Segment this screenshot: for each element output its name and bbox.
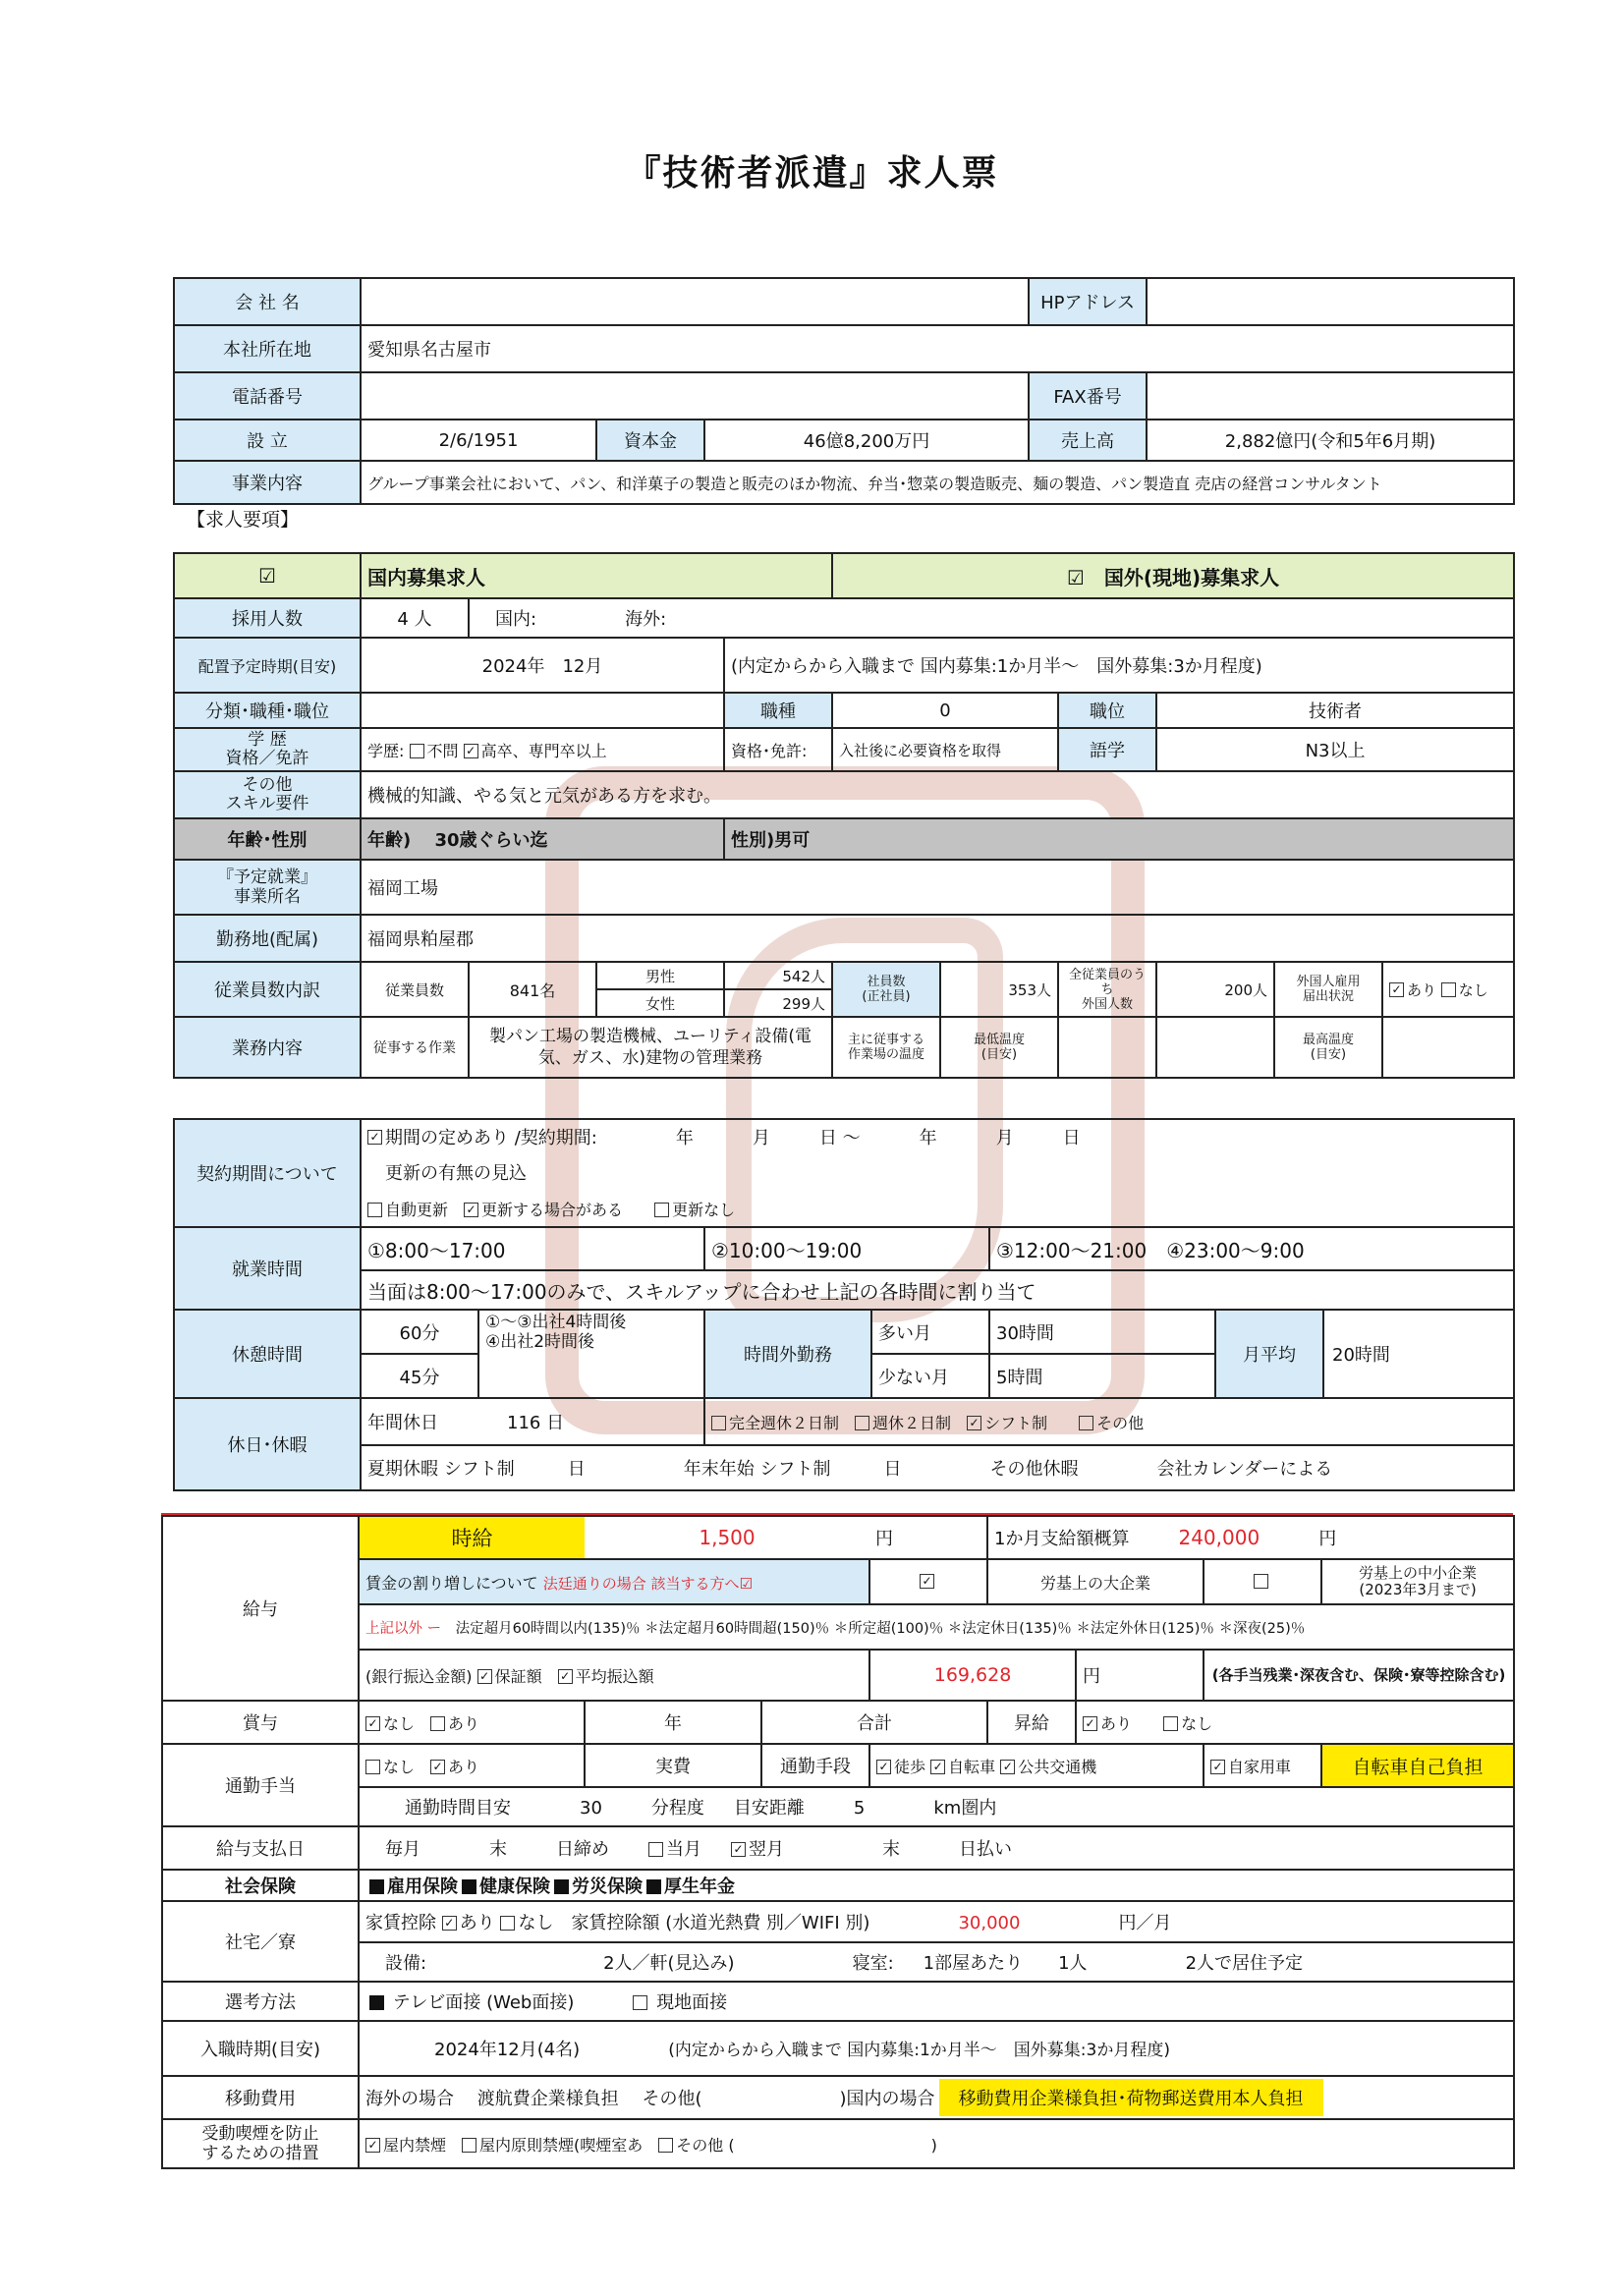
ins2-mark xyxy=(462,1879,476,1894)
tv-label: テレビ面接 (Web面接) xyxy=(392,1992,575,2013)
avg-checkbox[interactable]: ✓ xyxy=(558,1669,573,1684)
car-option xyxy=(1204,1744,1321,1787)
means-label: 通勤手段 xyxy=(761,1744,869,1787)
commute-options xyxy=(359,1744,585,1787)
payday-paid: 日払い xyxy=(959,1839,1012,1860)
bonus-options xyxy=(359,1701,585,1744)
dorm-no-checkbox[interactable] xyxy=(500,1916,515,1931)
ins1: 雇用保険 xyxy=(387,1876,458,1897)
temp-max-value xyxy=(1382,1017,1514,1078)
move-label: 移動費用 xyxy=(162,2076,359,2119)
contract-y2: 年 xyxy=(919,1127,937,1148)
overseas-header-label: 国外(現地)募集求人 xyxy=(1103,565,1280,589)
raise-yes-checkbox[interactable]: ✓ xyxy=(1083,1716,1097,1731)
regular-value: 353人 xyxy=(940,962,1058,1017)
car-label: 自家用車 xyxy=(1228,1757,1292,1776)
raise-no-label: なし xyxy=(1181,1713,1213,1733)
bonus-total: 合計 xyxy=(761,1701,987,1744)
annual-value: 116 日 xyxy=(507,1413,565,1433)
hourly-label: 時給 xyxy=(359,1516,585,1559)
shift-1: ①8:00～17:00 xyxy=(361,1227,704,1270)
smoke-rule-label: 屋内原則禁煙(喫煙室あ xyxy=(479,2135,644,2155)
job-value: 0 xyxy=(832,693,1058,728)
full2-label: 完全週休２日制 xyxy=(729,1413,840,1432)
company-name-label: 会 社 名 xyxy=(174,278,361,325)
start-date: 2024年12月(4名) xyxy=(434,2040,581,2060)
skill-value: 機械的知識、やる気と元気がある方を求む。 xyxy=(361,771,1514,818)
domestic-header: 国内募集求人 xyxy=(361,553,832,598)
bonus-year: 年 xyxy=(585,1701,761,1744)
skill-label: その他 スキル要件 xyxy=(174,771,361,818)
means-options xyxy=(869,1744,1204,1787)
commute-actual: 実費 xyxy=(585,1744,761,1787)
hours-note: 当面は8:00～17:00のみで、スキルアップに合わせ上記の各時間に割り当て xyxy=(361,1270,1514,1310)
site-value: 福岡工場 xyxy=(361,860,1514,915)
premium-row xyxy=(359,1559,869,1604)
dorm-deduction xyxy=(359,1901,1514,1942)
big-company-checkbox[interactable]: ✓ xyxy=(920,1574,934,1589)
insurance-label: 社会保険 xyxy=(162,1870,359,1901)
ot-max-value: 30時間 xyxy=(989,1310,1215,1354)
ot-min-label: 少ない月 xyxy=(871,1354,989,1398)
payday-close: 日締め xyxy=(556,1839,609,1860)
bike-label: 自転車 xyxy=(948,1757,996,1776)
bonus-yes-label: あり xyxy=(448,1713,480,1733)
founded-label: 設 立 xyxy=(174,420,361,461)
public-checkbox[interactable]: ✓ xyxy=(1000,1760,1015,1774)
premium-rates xyxy=(359,1604,1514,1650)
eq-value: 2人／軒(見込み) xyxy=(603,1953,735,1974)
time-label: 通勤時間目安 xyxy=(405,1798,511,1819)
count-overseas: 海外: xyxy=(625,609,667,630)
language-label: 語学 xyxy=(1058,728,1156,771)
language-value: N3以上 xyxy=(1156,728,1514,771)
business-value: グループ事業会社において、パン、和洋菓子の製造と販売のほか物流、弁当･惣菜の製造販売、麺の製造、パン製造直 売店の経営コンサルタント xyxy=(361,461,1514,504)
smoke-other-checkbox[interactable] xyxy=(658,2138,673,2153)
move-value xyxy=(359,2076,1514,2119)
big-company-label: 労基上の大企業 xyxy=(987,1559,1204,1604)
ins3: 労災保険 xyxy=(572,1876,643,1897)
smoke-rule-checkbox[interactable] xyxy=(462,2138,476,2153)
summer-value: シフト制 日 xyxy=(443,1459,586,1480)
foreign-label: 全従業員のうち 外国人数 xyxy=(1058,962,1156,1017)
contract-m2: 月 xyxy=(995,1127,1014,1148)
guar-checkbox[interactable]: ✓ xyxy=(477,1669,492,1684)
other-checkbox[interactable] xyxy=(1079,1416,1093,1430)
smoke-other-label: その他 ( xyxy=(676,2135,735,2155)
edu-any-checkbox[interactable] xyxy=(410,744,424,758)
eq-label: 設備: xyxy=(385,1953,427,1974)
contract-d: 日 ～ xyxy=(818,1127,861,1148)
payday-next-label: 翌月 xyxy=(749,1839,784,1860)
female-value: 299人 xyxy=(724,989,832,1017)
regular-label: 社員数 (正社員) xyxy=(832,962,940,1017)
founded-value: 2/6/1951 xyxy=(361,420,596,461)
monthly-label: 1か月支給額概算 xyxy=(994,1529,1130,1549)
renew-label: 更新の有無の見込 xyxy=(361,1152,1514,1192)
smoke-in-label: 屋内禁煙 xyxy=(383,2135,447,2155)
male-value: 542人 xyxy=(724,962,832,989)
employee-total-value: 841名 xyxy=(469,962,596,1017)
work-table xyxy=(173,1118,1515,1491)
payday-label: 給与支払日 xyxy=(162,1826,359,1870)
raise-no-checkbox[interactable] xyxy=(1163,1716,1178,1731)
commute-none-label: なし xyxy=(383,1757,416,1776)
dist-value: 5 xyxy=(853,1798,866,1819)
male-label: 男性 xyxy=(596,962,724,989)
avg-label: 平均振込額 xyxy=(575,1666,654,1686)
hourly-unit: 円 xyxy=(869,1516,987,1559)
bonus-none-label: なし xyxy=(383,1713,416,1733)
w2-checkbox[interactable] xyxy=(855,1416,869,1430)
room-note: 2人で居住予定 xyxy=(1185,1953,1304,1974)
temp-gap xyxy=(1156,1017,1274,1078)
contract-m: 月 xyxy=(752,1127,770,1148)
temp-min-label: 最低温度 (目安) xyxy=(940,1017,1058,1078)
shift-4: ④23:00～9:00 xyxy=(1166,1238,1305,1262)
site-label: 現地面接 xyxy=(656,1992,728,2013)
hourly-value: 1,500 xyxy=(585,1516,869,1559)
employee-label: 従業員数内訳 xyxy=(174,962,361,1017)
monthly-value: 240,000 xyxy=(1178,1526,1260,1549)
period-note: (内定からから入職まで 国内募集:1か月半～ 国外募集:3か月程度) xyxy=(724,638,1514,693)
public-label: 公共交通機 xyxy=(1018,1757,1097,1776)
shift-3: ③12:00～21:00 xyxy=(996,1238,1148,1262)
license-label: 資格･免許: xyxy=(724,728,832,771)
shift-2: ②10:00～19:00 xyxy=(704,1227,989,1270)
task-value: 製パン工場の製造機械、ユーリティ設備(電気、ガス、水)建物の管理業務 xyxy=(469,1017,832,1078)
dist-label: 目安距離 xyxy=(733,1798,805,1819)
smoke-in-checkbox[interactable]: ✓ xyxy=(365,2138,380,2153)
smoke-value xyxy=(359,2119,1514,2168)
bank-row xyxy=(359,1650,869,1701)
bike-checkbox[interactable]: ✓ xyxy=(930,1760,945,1774)
commute-yes-label: あり xyxy=(448,1757,480,1776)
big-company-check xyxy=(869,1559,987,1604)
period-value: 2024年 12月 xyxy=(361,638,724,693)
smoke-label: 受動喫煙を防止 するための措置 xyxy=(162,2119,359,2168)
report-no-label: なし xyxy=(1458,980,1488,999)
annual-label: 年間休日 xyxy=(367,1413,438,1433)
rest-note-1: ①～③出社4時間後 xyxy=(485,1313,627,1332)
period-label: 配置予定時期(目安) xyxy=(174,638,361,693)
report-yes-label: あり xyxy=(1407,980,1437,999)
pay-label: 給与 xyxy=(162,1516,359,1701)
contract-line-label: 期間の定めあり /契約期間: xyxy=(385,1127,597,1148)
selection-value xyxy=(359,1982,1514,2021)
overtime-label: 時間外勤務 xyxy=(704,1310,871,1398)
rest-1: 60分 xyxy=(361,1310,478,1354)
ins1-mark xyxy=(369,1879,384,1894)
contract-label: 契約期間について xyxy=(174,1119,361,1227)
female-label: 女性 xyxy=(596,989,724,1017)
education-value xyxy=(361,728,724,771)
dorm-ded-label: 家賃控除 xyxy=(365,1913,436,1933)
premium-note: 法廷通りの場合 該当する方へ☑ xyxy=(542,1574,753,1593)
guar-label: 保証額 xyxy=(494,1666,542,1686)
position-label: 職位 xyxy=(1058,693,1156,728)
raise-yes-label: あり xyxy=(1100,1713,1133,1733)
no-renew-checkbox[interactable] xyxy=(654,1203,669,1217)
holiday-types xyxy=(704,1398,1514,1445)
commute-label: 通勤手当 xyxy=(162,1744,359,1826)
other-label: その他 xyxy=(1096,1413,1145,1432)
full2-checkbox[interactable] xyxy=(711,1416,726,1430)
fax-value xyxy=(1147,372,1514,420)
task-label: 従事する作業 xyxy=(361,1017,469,1078)
dorm-amt-unit: 円／月 xyxy=(1118,1913,1172,1933)
payday-end: 末 xyxy=(489,1839,507,1860)
renew-options xyxy=(361,1192,1514,1227)
car-checkbox[interactable]: ✓ xyxy=(1210,1760,1225,1774)
raise-options xyxy=(1076,1701,1514,1744)
employee-total-label: 従業員数 xyxy=(361,962,469,1017)
bank-value: 169,628 xyxy=(869,1650,1076,1701)
report-label: 外国人雇用 届出状況 xyxy=(1274,962,1382,1017)
domestic-check[interactable]: ☑ xyxy=(174,553,361,598)
dorm-amt-value: 30,000 xyxy=(958,1913,1021,1933)
sme-label: 労基上の中小企業 (2023年3月まで) xyxy=(1321,1559,1514,1604)
move-domestic-value: 移動費用企業様負担･荷物郵送費用本人負担 xyxy=(939,2079,1323,2116)
rest-note-2: ④出社2時間後 xyxy=(485,1332,595,1352)
holiday-label: 休日･休暇 xyxy=(174,1398,361,1490)
contract-d2: 日 xyxy=(1062,1127,1081,1148)
bank-note: (各手当残業･深夜含む、保険･寮等控除含む) xyxy=(1204,1650,1514,1701)
monthly-unit: 円 xyxy=(1318,1529,1337,1549)
hq-label: 本社所在地 xyxy=(174,325,361,372)
dorm-equipment xyxy=(359,1942,1514,1982)
section-heading: 【求人要項】 xyxy=(187,509,300,531)
pay-table xyxy=(161,1515,1515,2169)
time-unit: 分程度 xyxy=(650,1798,704,1819)
ot-min-value: 5時間 xyxy=(989,1354,1215,1398)
rates-value: 法定超月60時間以内(135)％ ＊法定超月60時間超(150)％ ＊所定超(100)％ ＊法定休日(135)％ ＊法定外休日(125)％ ＊深夜(25)％ xyxy=(455,1620,1306,1637)
sme-check xyxy=(1204,1559,1321,1604)
hours-label: 就業時間 xyxy=(174,1227,361,1310)
move-domestic: )国内の場合 xyxy=(839,2089,935,2109)
overseas-check[interactable]: ☑ xyxy=(1066,565,1085,589)
contract-period xyxy=(361,1119,1514,1152)
rates-prefix: 上記以外 ー xyxy=(365,1620,442,1637)
count-breakdown xyxy=(469,598,1514,638)
ot-max-label: 多い月 xyxy=(871,1310,989,1354)
shift-label: シフト制 xyxy=(984,1413,1048,1432)
walk-checkbox[interactable]: ✓ xyxy=(876,1760,891,1774)
business-label: 事業内容 xyxy=(174,461,361,504)
company-table xyxy=(173,277,1515,505)
edu-hs-checkbox[interactable]: ✓ xyxy=(464,744,478,758)
ot-avg-label: 月平均 xyxy=(1216,1311,1324,1397)
position-value: 技術者 xyxy=(1156,693,1514,728)
cond-renew-label: 更新する場合がある xyxy=(481,1201,624,1219)
edu-any-label: 不問 xyxy=(426,741,459,760)
shift-checkbox[interactable]: ✓ xyxy=(967,1416,981,1430)
temp-min-value xyxy=(1058,1017,1156,1078)
payday-value xyxy=(359,1826,1514,1870)
bonus-label: 賞与 xyxy=(162,1701,359,1744)
auto-renew-label: 自動更新 xyxy=(385,1201,449,1219)
raise-label: 昇給 xyxy=(987,1701,1076,1744)
fax-label: FAX番号 xyxy=(1029,372,1147,420)
bonus-yes-checkbox[interactable] xyxy=(430,1716,445,1731)
hp-value xyxy=(1147,278,1514,325)
rest-2: 45分 xyxy=(361,1354,478,1398)
ins4: 厚生年金 xyxy=(664,1876,735,1897)
start-value xyxy=(359,2021,1514,2076)
move-overseas: 海外の場合 渡航費企業様負担 その他( xyxy=(365,2089,702,2109)
count-domestic: 国内: xyxy=(495,609,537,630)
category-label: 分類･職種･職位 xyxy=(174,693,361,728)
w2-label: 週休２日制 xyxy=(872,1413,952,1432)
start-note: (内定からから入職まで 国内募集:1か月半～ 国外募集:3か月程度) xyxy=(668,2041,1170,2060)
vacation-row xyxy=(361,1445,1514,1490)
bank-unit: 円 xyxy=(1076,1650,1204,1701)
contract-fixed-checkbox[interactable]: ✓ xyxy=(367,1130,382,1145)
recruit-table xyxy=(173,552,1515,1079)
edu-hs-label: 高卒、専門卒以上 xyxy=(480,741,607,760)
annual-holiday xyxy=(361,1398,704,1445)
site-checkbox[interactable] xyxy=(633,1995,647,2010)
ny-value: シフト制 日 xyxy=(759,1459,902,1480)
other-leave-value: 会社カレンダーによる xyxy=(1156,1459,1333,1480)
start-label: 入職時期(目安) xyxy=(162,2021,359,2076)
dorm-yes-label: あり xyxy=(459,1913,495,1933)
dorm-no-label: なし xyxy=(518,1913,554,1933)
report-value xyxy=(1382,962,1514,1017)
gender-value: 性別)男可 xyxy=(724,818,1514,860)
smoke-close: ) xyxy=(930,2135,937,2155)
page-title: 『技術者派遣』求人票 xyxy=(625,153,999,194)
ins4-mark xyxy=(646,1879,661,1894)
time-value: 30 xyxy=(580,1798,602,1819)
temp-max-label: 最高温度 (目安) xyxy=(1274,1017,1382,1078)
count-label: 採用人数 xyxy=(174,598,361,638)
sales-value: 2,882億円(令和5年6月期) xyxy=(1147,420,1514,461)
company-name-value xyxy=(361,278,1029,325)
payday-monthly: 毎月 xyxy=(385,1839,420,1860)
cond-renew-checkbox[interactable]: ✓ xyxy=(464,1203,478,1217)
shift-3-4 xyxy=(989,1227,1514,1270)
hp-label: HPアドレス xyxy=(1029,278,1147,325)
ny-label: 年末年始 xyxy=(683,1459,755,1480)
auto-renew-checkbox[interactable] xyxy=(367,1203,382,1217)
selection-label: 選考方法 xyxy=(162,1982,359,2021)
dist-unit: km圏内 xyxy=(933,1798,997,1819)
payday-next-checkbox[interactable]: ✓ xyxy=(731,1842,746,1857)
rest-notes xyxy=(478,1310,704,1398)
ot-average xyxy=(1215,1310,1514,1398)
premium-label: 賃金の割り増しについて xyxy=(365,1573,538,1593)
monthly-estimate xyxy=(987,1516,1514,1559)
insurance-value xyxy=(359,1870,1514,1901)
sme-checkbox[interactable] xyxy=(1254,1574,1268,1589)
report-yes-checkbox[interactable]: ✓ xyxy=(1389,982,1404,997)
payday-cur-checkbox[interactable] xyxy=(648,1842,663,1857)
foreign-value: 200人 xyxy=(1156,962,1274,1017)
duty-label: 業務内容 xyxy=(174,1017,361,1078)
commute-none-checkbox[interactable] xyxy=(365,1760,380,1774)
room-value: 1部屋あたり 1人 xyxy=(923,1953,1088,1974)
tel-value xyxy=(361,372,1029,420)
temp-label: 主に従事する 作業場の温度 xyxy=(832,1017,940,1078)
dorm-amt-label: 家賃控除額 (水道光熱費 別／WIFI 別) xyxy=(571,1913,870,1933)
sales-label: 売上高 xyxy=(1029,420,1147,461)
hq-value: 愛知県名古屋市 xyxy=(361,325,1514,372)
education-prefix: 学歴: xyxy=(367,741,405,760)
bike-note: 自転車自己負担 xyxy=(1321,1744,1514,1787)
overseas-header xyxy=(832,553,1514,598)
no-renew-label: 更新なし xyxy=(672,1201,736,1219)
contract-y: 年 xyxy=(675,1127,694,1148)
commute-yes-checkbox[interactable]: ✓ xyxy=(430,1760,445,1774)
dorm-label: 社宅／寮 xyxy=(162,1901,359,1982)
count-value: 4 人 xyxy=(361,598,469,638)
bank-label: (銀行振込金額) xyxy=(365,1666,473,1686)
job-label: 職種 xyxy=(724,693,832,728)
bonus-none-checkbox[interactable]: ✓ xyxy=(365,1716,380,1731)
dorm-yes-checkbox[interactable]: ✓ xyxy=(442,1916,457,1931)
location-label: 勤務地(配属) xyxy=(174,915,361,962)
age-gender-label: 年齢･性別 xyxy=(174,818,361,860)
capital-label: 資本金 xyxy=(596,420,704,461)
summer-label: 夏期休暇 xyxy=(367,1459,438,1480)
payday-cur-label: 当月 xyxy=(666,1839,701,1860)
tel-label: 電話番号 xyxy=(174,372,361,420)
commute-distance xyxy=(359,1787,1514,1826)
site-label: 『予定就業』 事業所名 xyxy=(174,860,361,915)
room-label: 寝室: xyxy=(852,1953,894,1974)
ins2: 健康保険 xyxy=(479,1876,550,1897)
other-leave-label: その他休暇 xyxy=(989,1459,1079,1480)
ot-avg-value: 20時間 xyxy=(1332,1345,1390,1366)
report-no-checkbox[interactable] xyxy=(1441,982,1456,997)
ins3-mark xyxy=(554,1879,569,1894)
capital-value: 46億8,200万円 xyxy=(704,420,1029,461)
walk-label: 徒歩 xyxy=(894,1757,926,1776)
license-value: 入社後に必要資格を取得 xyxy=(832,728,1058,771)
location-value: 福岡県粕屋郡 xyxy=(361,915,1514,962)
category-value xyxy=(361,693,724,728)
tv-mark xyxy=(369,1995,384,2010)
rest-label: 休憩時間 xyxy=(174,1310,361,1398)
age-value: 年齢) 30歳ぐらい迄 xyxy=(361,818,724,860)
education-label: 学 歴 資格／免許 xyxy=(174,728,361,771)
payday-end2: 末 xyxy=(882,1839,900,1860)
